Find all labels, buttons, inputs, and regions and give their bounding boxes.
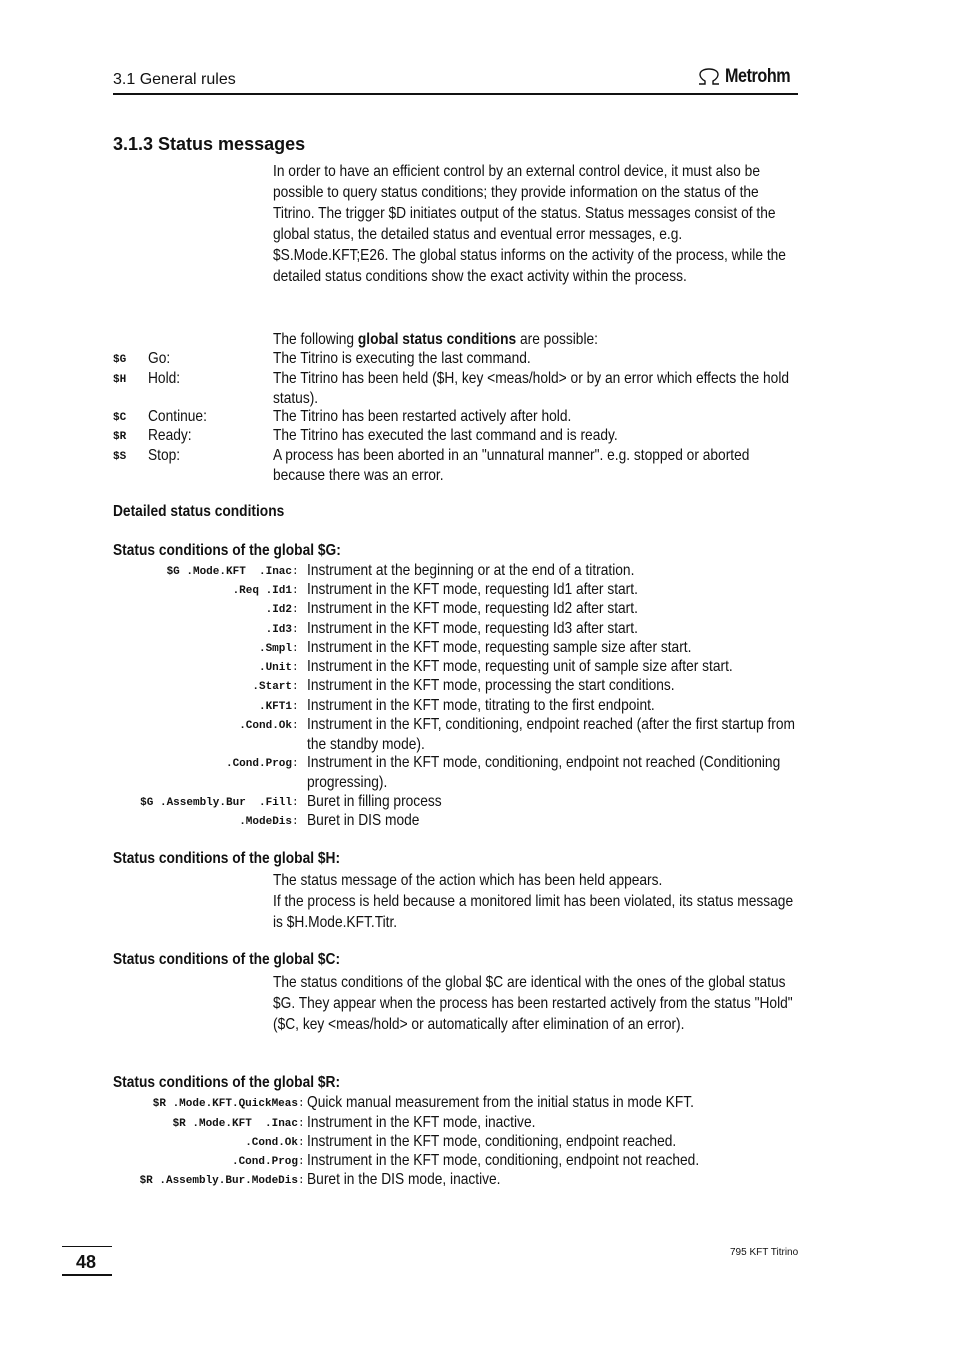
code-colon: : — [292, 758, 299, 770]
status-description: Instrument in the KFT mode, processing the start conditions. — [307, 677, 675, 694]
header-rule — [113, 93, 798, 95]
status-code: $R .Mode.KFT .Inac — [172, 1118, 298, 1130]
page-number: 48 — [76, 1252, 97, 1272]
omega-icon — [697, 68, 721, 86]
global-code: $H — [113, 374, 127, 386]
footer-rule-top — [62, 1246, 112, 1247]
status-code: .ModeDis — [239, 816, 292, 828]
r-section-title: Status conditions of the global $R: — [113, 1074, 341, 1091]
code-colon: : — [298, 1137, 305, 1149]
intro-paragraph: In order to have an efficient control by an external control device, it must also be possible to query status conditions; they provide information on the status of the Titrino. The trigger $D initiates output of the status. Status messages consist of the global status, the detailed status and eventual error messages, e.g. $S.Mode.KFT;E26. The global status informs on the activity of the process, while the detailed status conditions show the exact activity within the process. — [273, 163, 786, 285]
code-colon: : — [292, 720, 299, 732]
global-description: The Titrino has been restarted actively after hold. — [273, 408, 572, 425]
status-code: .KFT1 — [258, 701, 292, 713]
status-description: Instrument in the KFT mode, requesting Id1 after start. — [307, 581, 638, 598]
code-colon: : — [292, 604, 299, 616]
global-intro-pre: The following — [273, 331, 358, 348]
global-label: Go: — [148, 350, 171, 367]
running-header-section: 3.1 General rules — [113, 71, 236, 88]
status-description: Buret in DIS mode — [307, 812, 420, 829]
code-colon: : — [292, 585, 299, 597]
status-code: $R .Mode.KFT.QuickMeas — [152, 1098, 298, 1110]
code-colon: : — [298, 1118, 305, 1130]
global-code: $G — [113, 354, 127, 366]
detailed-title: Detailed status conditions — [113, 503, 285, 520]
status-code: .Cond.Ok — [245, 1137, 298, 1149]
status-description: Buret in the DIS mode, inactive. — [307, 1171, 501, 1188]
footer-rule — [62, 1274, 112, 1276]
global-code: $S — [113, 451, 127, 463]
code-colon: : — [292, 681, 299, 693]
code-colon: : — [292, 643, 299, 655]
h-text-1: The status message of the action which has been held appears. — [273, 872, 663, 889]
global-description: The Titrino has been held ($H, key <meas/hold> or by an error which effects the hold status). — [273, 370, 790, 407]
global-description: The Titrino is executing the last command. — [273, 350, 531, 367]
code-colon: : — [292, 701, 299, 713]
code-colon: : — [292, 566, 299, 578]
status-code: .Id3 — [265, 624, 292, 636]
status-description: Instrument in the KFT mode, requesting Id3 after start. — [307, 620, 638, 637]
status-description: Instrument in the KFT mode, conditioning, endpoint reached. — [307, 1133, 677, 1150]
status-description: Buret in filling process — [307, 793, 442, 810]
status-description: Instrument in the KFT, conditioning, endpoint reached (after the first startup from the standby mode). — [307, 716, 795, 753]
status-code: .Req .Id1 — [232, 585, 292, 597]
global-code: $R — [113, 431, 127, 443]
c-section-title: Status conditions of the global $C: — [113, 951, 341, 968]
product-name: 795 KFT Titrino — [730, 1247, 799, 1258]
status-description: Instrument at the beginning or at the end of a titration. — [307, 562, 635, 579]
code-colon: : — [298, 1156, 305, 1168]
code-colon: : — [292, 816, 299, 828]
status-code: .Id2 — [265, 604, 292, 616]
global-description: A process has been aborted in an "unnatural manner". e.g. stopped or aborted because there was an error. — [273, 447, 750, 484]
global-label: Continue: — [148, 408, 207, 425]
status-description: Instrument in the KFT mode, requesting Id2 after start. — [307, 600, 638, 617]
global-label: Ready: — [148, 427, 192, 444]
status-code: .Cond.Prog — [225, 758, 292, 770]
global-label: Hold: — [148, 370, 181, 387]
status-code: $G .Assembly.Bur .Fill — [140, 797, 292, 809]
status-description: Instrument in the KFT mode, requesting unit of sample size after start. — [307, 658, 733, 675]
global-intro — [273, 329, 799, 350]
status-description: Instrument in the KFT mode, titrating to the first endpoint. — [307, 697, 655, 714]
status-description: Quick manual measurement from the initial status in mode KFT. — [307, 1094, 694, 1111]
status-code: .Start — [252, 681, 292, 693]
h-text-2: If the process is held because a monitored limit has been violated, its status message is $H.Mode.KFT.Titr. — [273, 893, 794, 931]
h-section-title: Status conditions of the global $H: — [113, 850, 341, 867]
code-colon: : — [292, 797, 299, 809]
global-code: $C — [113, 412, 127, 424]
global-intro-post: are possible: — [516, 331, 598, 348]
code-colon: : — [292, 662, 299, 674]
status-code: $R .Assembly.Bur.ModeDis — [139, 1175, 298, 1187]
metrohm-logo — [697, 66, 802, 88]
status-description: Instrument in the KFT mode, conditioning, endpoint not reached. — [307, 1152, 700, 1169]
code-colon: : — [298, 1175, 305, 1187]
c-text: The status conditions of the global $C are identical with the ones of the global status $G. They appear when the process has been restarted actively from the status "Hold" ($C, key <meas/hold> or automatically after elimination of an error). — [273, 974, 793, 1033]
g-section-title: Status conditions of the global $G: — [113, 542, 341, 559]
status-code: .Cond.Ok — [239, 720, 292, 732]
section-heading: 3.1.3 Status messages — [113, 134, 306, 154]
global-label: Stop: — [148, 447, 181, 464]
status-code: .Unit — [258, 662, 292, 674]
global-intro-bold: global status conditions — [357, 331, 517, 348]
status-code: .Smpl — [258, 643, 292, 655]
status-description: Instrument in the KFT mode, inactive. — [307, 1114, 536, 1131]
logo-wordmark: Metrohm — [725, 66, 791, 87]
status-description: Instrument in the KFT mode, requesting sample size after start. — [307, 639, 692, 656]
status-description: Instrument in the KFT mode, conditioning, endpoint not reached (Conditioning progressing). — [307, 754, 781, 791]
status-code: .Cond.Prog — [231, 1156, 298, 1168]
code-colon: : — [292, 624, 299, 636]
status-code: $G .Mode.KFT .Inac — [166, 566, 292, 578]
code-colon: : — [298, 1098, 305, 1110]
global-description: The Titrino has executed the last command and is ready. — [273, 427, 618, 444]
